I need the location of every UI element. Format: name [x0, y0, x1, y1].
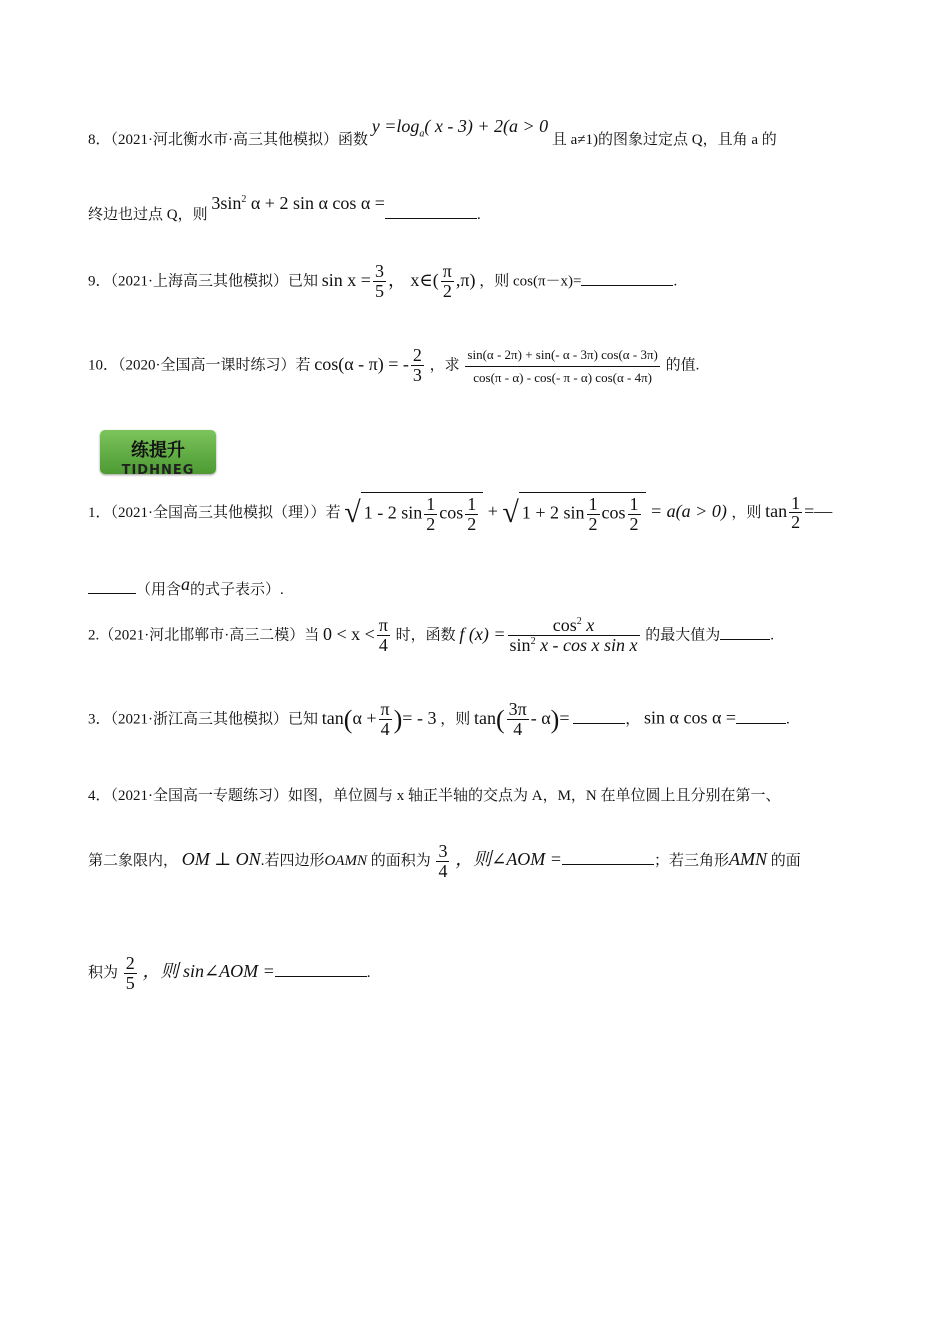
- period: .: [673, 273, 678, 290]
- answer-blank[interactable]: [385, 217, 477, 219]
- question-8-line2: [88, 193, 481, 224]
- problem-1-line1: [88, 492, 832, 534]
- question-source: （2021·河北衡水市·高三其他模拟）函数: [110, 132, 369, 148]
- question-9: [88, 262, 677, 301]
- period: .: [476, 207, 481, 223]
- problem-3: [88, 700, 790, 739]
- question-number: 10．: [88, 357, 119, 374]
- answer-blank[interactable]: [562, 863, 654, 865]
- question-number: 1．: [88, 505, 111, 522]
- period: .: [786, 711, 790, 728]
- question-text: （2021·全国高一专题练习）如图，单位圆与 x 轴正半轴的交点为 A，M，N 在单位圆上且分别在第一、: [110, 788, 781, 804]
- question-text: ，求: [429, 357, 460, 374]
- formula: ，则∠AOM =: [455, 848, 562, 869]
- formula: tan(α + $\frac{\pi}{4}$ )= - 3: [321, 699, 437, 739]
- question-number: 9．: [88, 273, 111, 290]
- formula: sin x = $\frac{3}{5}$ ， x∈( $\frac{\pi}{2}$ ,π): [321, 261, 476, 301]
- problem-1-line2: [88, 574, 284, 599]
- fraction: $\frac{3}{4}$: [438, 841, 448, 881]
- badge-title: 练提升: [131, 440, 185, 461]
- formula: tan( $\frac{3\pi}{4}$ - α)=: [473, 699, 570, 739]
- question-number: 8．: [88, 132, 111, 148]
- formula: $3\sin^2$ α + 2 sin α cos α =: [211, 193, 385, 213]
- problem-4-line1: [88, 784, 781, 805]
- fraction: $\frac{2}{5}$: [125, 953, 135, 993]
- question-text: ，则: [440, 711, 471, 728]
- question-number: 2.: [88, 627, 100, 644]
- question-text: 的面积为: [370, 852, 431, 869]
- formula: √ 1 - 2 sin $\frac{1}{2}$ cos $\frac{1}{2}$ + √ 1 + 2 sin $\frac{1}{2}$ cos $\frac{1}{2}$ = a(a > 0): [344, 494, 727, 534]
- answer-blank[interactable]: [736, 722, 786, 724]
- question-text: 的最大值为: [645, 627, 721, 644]
- period: .: [770, 627, 775, 644]
- question-8-line1: [88, 116, 777, 152]
- question-text: 积为: [88, 964, 119, 981]
- question-number: 4．: [88, 788, 111, 804]
- question-text: .若四边形: [260, 852, 325, 869]
- variable: AMN: [728, 848, 767, 869]
- question-text: ；若三角形: [653, 852, 729, 869]
- question-text: 的式子表示）.: [190, 582, 284, 598]
- variable: OAMN: [324, 852, 367, 869]
- problem-4-line3: [88, 954, 371, 993]
- question-source: （2021·全国高三其他模拟（理））若: [110, 505, 341, 522]
- formula: sin α cos α =: [644, 707, 737, 728]
- answer-blank[interactable]: [88, 592, 136, 594]
- section-badge: [100, 430, 216, 474]
- question-text: 且 a≠1)的图象过定点 Q，且角 a 的: [551, 132, 777, 148]
- formula: f (x) = $\frac{\cos^2 x}{\sin^2 x - \cos x \sin x}$: [459, 615, 638, 655]
- variable: a: [181, 574, 191, 594]
- expression-fraction: $\frac{\sin(\alpha - 2\pi) + \sin(- \alpha - 3\pi) \cos(\alpha - 3\pi)}{\cos(\pi - \alpha) - \cos(- \pi - \alpha) \cos(\alpha - 4\pi)}$: [467, 346, 658, 385]
- formula: 0 < x < $\frac{\pi}{4}$: [323, 615, 388, 655]
- formula: $y =\log_a$( x - 3) + 2(a > 0: [371, 116, 549, 140]
- problem-4-line2: [88, 842, 801, 881]
- comma: ，: [625, 711, 641, 728]
- question-number: 3．: [88, 711, 111, 728]
- question-text: 终边也过点 Q，则: [88, 207, 208, 223]
- answer-blank[interactable]: [720, 638, 770, 640]
- formula: OM ⊥ ON: [181, 848, 261, 869]
- question-text: 第二象限内，: [88, 852, 179, 869]
- question-source: （2021·浙江高三其他模拟）已知: [110, 711, 319, 728]
- question-text: 的值.: [665, 357, 700, 374]
- question-text: 时，函数: [395, 627, 456, 644]
- answer-blank[interactable]: [581, 284, 673, 286]
- question-text: 的面: [770, 852, 801, 869]
- formula: cos(α - π) = - $\frac{2}{3}$: [314, 345, 422, 385]
- question-text: （用含: [136, 582, 182, 598]
- question-text: ，则: [731, 505, 762, 522]
- question-10: [88, 346, 699, 385]
- problem-2: [88, 616, 774, 655]
- period: .: [366, 964, 371, 981]
- answer-blank[interactable]: [275, 975, 367, 977]
- question-source: （2020·全国高一课时练习）若: [118, 357, 311, 374]
- question-source: （2021·河北邯郸市·高三二模）当: [99, 627, 320, 644]
- formula: ，则 sin∠AOM =: [142, 960, 275, 981]
- badge-subtitle: TIDHNEG: [121, 463, 195, 474]
- question-text: ，则 cos(π－x)=: [479, 273, 582, 290]
- answer-blank[interactable]: [573, 722, 625, 724]
- formula: tan $\frac{1}{2}$ =—: [765, 492, 833, 533]
- question-source: （2021·上海高三其他模拟）已知: [110, 273, 319, 290]
